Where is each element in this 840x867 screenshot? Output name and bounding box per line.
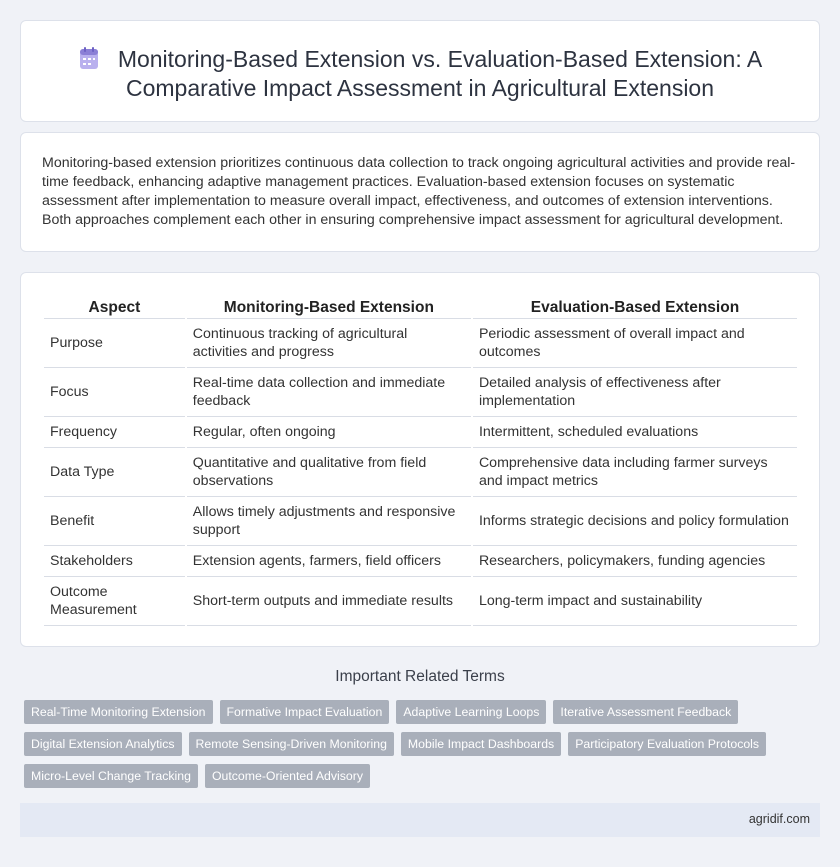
related-term-tag[interactable]: Outcome-Oriented Advisory [205, 764, 370, 788]
related-term-tag[interactable]: Remote Sensing-Driven Monitoring [189, 732, 394, 756]
table-cell-aspect: Benefit [44, 497, 185, 546]
related-term-tag[interactable]: Digital Extension Analytics [24, 732, 182, 756]
table-row [44, 546, 797, 577]
comparison-table [42, 295, 799, 626]
intro-paragraph: Monitoring-based extension prioritizes continuous data collection to track ongoing agricultural activities and provide real-time feedback, enhancing adaptive management practices. Evaluation-based extension focuses on systematic assessment after implementation to measure overall impact, effectiveness, and outcomes of extension interventions. Both approaches complement each other in ensuring comprehensive impact assessment for agricultural development. [42, 155, 796, 228]
table-cell-aspect: Frequency [44, 417, 185, 448]
tag-row [24, 732, 814, 756]
column-header: Evaluation-Based Extension [473, 295, 797, 319]
column-header: Monitoring-Based Extension [187, 295, 471, 319]
table-cell-evaluation: Informs strategic decisions and policy formulation [473, 497, 797, 546]
related-term-tag[interactable]: Formative Impact Evaluation [220, 700, 390, 724]
table-cell-monitoring: Allows timely adjustments and responsive support [187, 497, 471, 546]
table-cell-evaluation: Long-term impact and sustainability [473, 577, 797, 626]
intro-card [20, 132, 820, 252]
table-cell-aspect: Outcome Measurement [44, 577, 185, 626]
table-cell-aspect: Data Type [44, 448, 185, 497]
related-terms-heading: Important Related Terms [335, 668, 505, 685]
table-cell-aspect: Focus [44, 368, 185, 417]
table-row [44, 497, 797, 546]
table-cell-evaluation: Detailed analysis of effectiveness after implementation [473, 368, 797, 417]
related-term-tag[interactable]: Adaptive Learning Loops [396, 700, 546, 724]
related-term-tag[interactable]: Iterative Assessment Feedback [553, 700, 738, 724]
related-term-tag[interactable]: Participatory Evaluation Protocols [568, 732, 766, 756]
table-row [44, 448, 797, 497]
table-row [44, 417, 797, 448]
table-cell-monitoring: Real-time data collection and immediate feedback [187, 368, 471, 417]
table-cell-monitoring: Extension agents, farmers, field officers [187, 546, 471, 577]
title-card [20, 20, 820, 122]
tag-row [24, 764, 814, 788]
document-icon [78, 46, 100, 70]
table-cell-aspect: Purpose [44, 319, 185, 368]
related-terms-list [24, 700, 814, 796]
related-term-tag[interactable]: Mobile Impact Dashboards [401, 732, 561, 756]
related-term-tag[interactable]: Micro-Level Change Tracking [24, 764, 198, 788]
table-cell-monitoring: Short-term outputs and immediate results [187, 577, 471, 626]
table-cell-evaluation: Periodic assessment of overall impact and outcomes [473, 319, 797, 368]
table-cell-monitoring: Quantitative and qualitative from field observations [187, 448, 471, 497]
table-cell-evaluation: Comprehensive data including farmer surveys and impact metrics [473, 448, 797, 497]
table-cell-evaluation: Intermittent, scheduled evaluations [473, 417, 797, 448]
title-text: Monitoring-Based Extension vs. Evaluation-Based Extension: A Comparative Impact Assessment in Agricultural Extension [117, 46, 763, 101]
table-header-row [44, 295, 797, 319]
column-header: Aspect [44, 295, 185, 319]
table-cell-evaluation: Researchers, policymakers, funding agencies [473, 546, 797, 577]
table-cell-aspect: Stakeholders [44, 546, 185, 577]
comparison-table-card [20, 272, 820, 647]
table-row [44, 319, 797, 368]
footer-site-link[interactable]: agridif.com [748, 812, 810, 826]
page-title [61, 45, 779, 103]
related-term-tag[interactable]: Real-Time Monitoring Extension [24, 700, 213, 724]
tag-row [24, 700, 814, 724]
table-cell-monitoring: Continuous tracking of agricultural activities and progress [187, 319, 471, 368]
table-cell-monitoring: Regular, often ongoing [187, 417, 471, 448]
table-row [44, 577, 797, 626]
footer [20, 803, 820, 837]
table-row [44, 368, 797, 417]
